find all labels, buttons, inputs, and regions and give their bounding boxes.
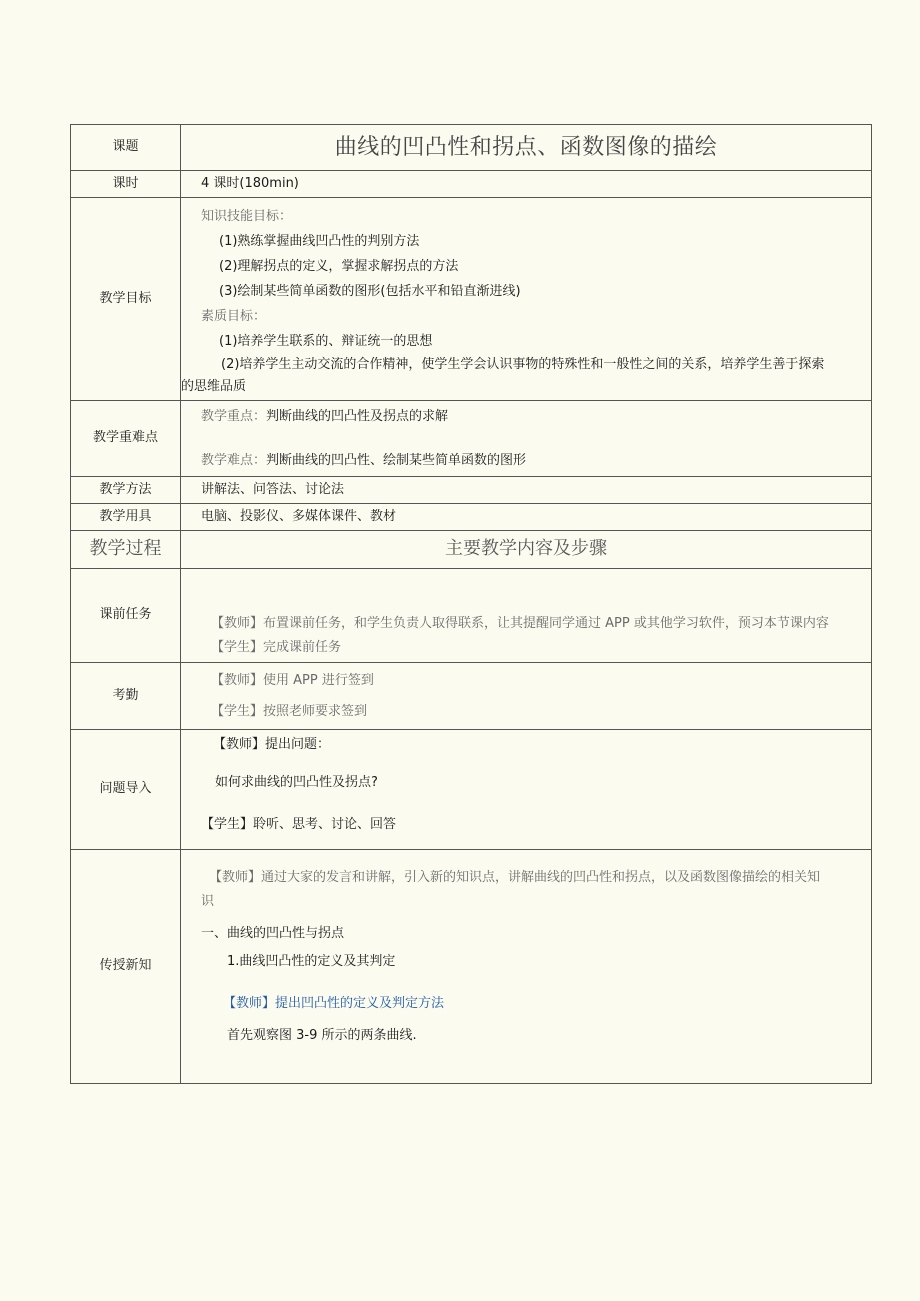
- topic-title: 曲线的凹凸性和拐点、函数图像的描绘: [181, 125, 872, 171]
- row-process-header: [71, 531, 872, 569]
- topic-label: 课题: [71, 125, 181, 171]
- knowledge-item-2: (2)理解拐点的定义，掌握求解拐点的方法: [219, 259, 459, 274]
- row-topic: [71, 125, 872, 171]
- process-label: 教学过程: [71, 531, 181, 569]
- attendance-cell: [181, 663, 872, 730]
- key-prefix: 教学重点：: [201, 408, 267, 424]
- row-hours: [71, 171, 872, 198]
- subsection-heading: 1.曲线凹凸性的定义及其判定: [227, 954, 396, 969]
- quality-heading: 素质目标：: [201, 309, 267, 324]
- new-knowledge-cell: [181, 850, 872, 1084]
- new-teacher-line2: 识: [201, 894, 215, 909]
- tools-label: 教学用具: [71, 504, 181, 531]
- key-points-label: 教学重难点: [71, 401, 181, 477]
- attendance-teacher: 【教师】使用 APP 进行签到: [211, 672, 374, 688]
- row-pre-class: [71, 569, 872, 663]
- quality-item-2-cont: 的思维品质: [181, 379, 247, 394]
- intro-cell: [181, 730, 872, 850]
- hours-label: 课时: [71, 171, 181, 198]
- pre-class-teacher: 【教师】布置课前任务，和学生负责人取得联系，让其提醒同学通过 APP 或其他学习软件，预习本节课内容: [211, 616, 829, 631]
- hours-value: 4 课时(180min): [181, 171, 872, 198]
- intro-label: 问题导入: [71, 730, 181, 850]
- lesson-plan-table: [70, 124, 872, 1084]
- pre-class-label: 课前任务: [71, 569, 181, 663]
- knowledge-item-3: (3)绘制某些简单函数的图形(包括水平和铅直渐进线): [219, 284, 521, 299]
- row-key-points: [71, 401, 872, 477]
- new-teacher-line1: 【教师】通过大家的发言和讲解，引入新的知识点，讲解曲线的凹凸性和拐点，以及函数图像描绘的相关知: [209, 870, 821, 885]
- observe-text: 首先观察图 3-9 所示的两条曲线.: [227, 1028, 417, 1043]
- row-tools: [71, 504, 872, 531]
- difficulty-text: 判断曲线的凹凸性、绘制某些简单函数的图形: [266, 452, 527, 468]
- quality-item-2: (2)培养学生主动交流的合作精神，使学生学会认识事物的特殊性和一般性之间的关系，培养学生善于探索: [221, 357, 825, 372]
- row-methods: [71, 477, 872, 504]
- attendance-student: 【学生】按照老师要求签到: [211, 703, 368, 719]
- intro-teacher: 【教师】提出问题：: [213, 737, 331, 752]
- goals-label: 教学目标: [71, 198, 181, 401]
- quality-item-1: (1)培养学生联系的、辩证统一的思想: [219, 334, 433, 349]
- intro-question: 如何求曲线的凹凸性及拐点?: [215, 775, 378, 790]
- teacher-note: 【教师】提出凹凸性的定义及判定方法: [223, 996, 445, 1011]
- knowledge-item-1: (1)熟练掌握曲线凹凸性的判别方法: [219, 234, 420, 249]
- difficulty-prefix: 教学难点：: [201, 452, 267, 468]
- tools-value: 电脑、投影仪、多媒体课件、教材: [181, 504, 872, 531]
- new-knowledge-label: 传授新知: [71, 850, 181, 1084]
- methods-label: 教学方法: [71, 477, 181, 504]
- process-heading: 主要教学内容及步骤: [181, 531, 872, 569]
- row-goals: [71, 198, 872, 401]
- attendance-label: 考勤: [71, 663, 181, 730]
- pre-class-student: 【学生】完成课前任务: [211, 640, 342, 655]
- methods-value: 讲解法、问答法、讨论法: [181, 477, 872, 504]
- key-text: 判断曲线的凹凸性及拐点的求解: [266, 408, 449, 424]
- row-intro: [71, 730, 872, 850]
- key-points-cell: [181, 401, 872, 477]
- row-attendance: [71, 663, 872, 730]
- pre-class-cell: [181, 569, 872, 663]
- knowledge-heading: 知识技能目标：: [201, 209, 293, 224]
- section-heading: 一、曲线的凹凸性与拐点: [201, 926, 345, 941]
- intro-student: 【学生】聆听、思考、讨论、回答: [201, 817, 397, 832]
- row-new-knowledge: [71, 850, 872, 1084]
- goals-cell: [181, 198, 872, 401]
